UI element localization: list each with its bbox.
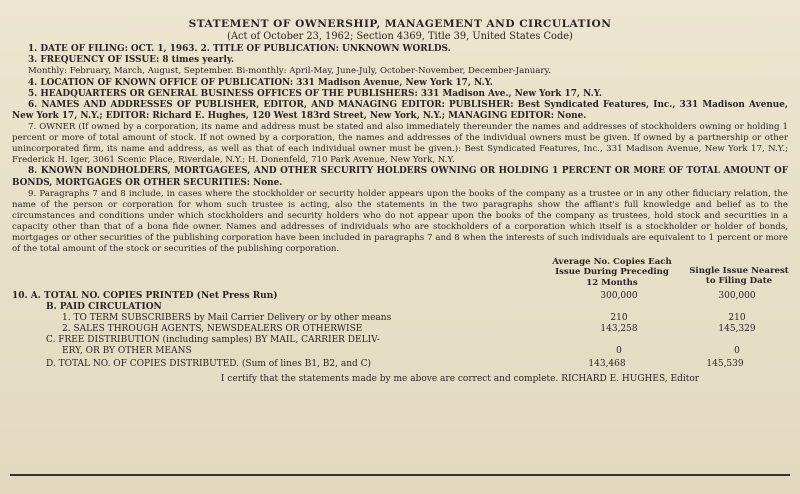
- bottom-rule: [10, 474, 790, 476]
- row-value-single: 300,000: [718, 290, 756, 301]
- row-value-avg: 143,258: [600, 323, 638, 334]
- row-label: ERY, OR BY OTHER MEANS: [62, 345, 192, 356]
- row-label: 1. TO TERM SUBSCRIBERS by Mail Carrier Delivery or by other means: [62, 312, 392, 323]
- table-row: [62, 313, 391, 324]
- row-label: B. PAID CIRCULATION: [46, 301, 162, 312]
- document-title: STATEMENT OF OWNERSHIP, MANAGEMENT AND CIRCULATION: [188, 18, 612, 30]
- table-row: [62, 346, 192, 357]
- row-value-single: 145,539: [706, 358, 744, 369]
- table-row: [46, 302, 162, 313]
- item-3: 3. FREQUENCY OF ISSUE: 8 times yearly.: [28, 55, 235, 66]
- item-8: 8. KNOWN BONDHOLDERS, MORTGAGEES, AND OTHER SECURITY HOLDERS OWNING OR HOLDING 1 PERCENT OR MORE OF TOTAL AMOUNT OF BONDS, MORTGAGES OR OTHER SECURITIES: None.: [12, 166, 788, 188]
- row-value-single: 145,329: [718, 323, 756, 334]
- row-value-avg: 0: [616, 345, 622, 356]
- row-value-single: 210: [728, 312, 746, 323]
- item-6: 6. NAMES AND ADDRESSES OF PUBLISHER, EDITOR, AND MANAGING EDITOR: PUBLISHER: Best Syndicated Features, Inc., 331 Madison Avenue, New York 17, N.Y.; EDITOR: Richard E. Hughes, 120 West 183rd Street, New York, N.Y.; MANAGING EDITOR: None.: [12, 100, 788, 122]
- row-value-avg: 300,000: [600, 290, 638, 301]
- table-row: [12, 291, 278, 302]
- item-4: 4. LOCATION OF KNOWN OFFICE OF PUBLICATION: 331 Madison Avenue, New York 17, N.Y.: [28, 77, 493, 88]
- row-label: 10. A. TOTAL NO. COPIES PRINTED (Net Press Run): [12, 290, 278, 301]
- row-value-avg: 143,468: [588, 358, 626, 369]
- certification-line: I certify that the statements made by me above are correct and complete. RICHARD E. HUGHES, Editor: [220, 373, 700, 384]
- document-subtitle: (Act of October 23, 1962; Section 4369, Title 39, United States Code): [227, 31, 573, 42]
- row-value-single: 0: [734, 345, 740, 356]
- item-5: 5. HEADQUARTERS OR GENERAL BUSINESS OFFICES OF THE PUBLISHERS: 331 Madison Ave., New York 17, N.Y.: [28, 88, 602, 99]
- item-3-schedule: Monthly: February, March, August, September. Bi-monthly: April-May, June-July, October-November, December-January.: [28, 66, 551, 77]
- circulation-table: [12, 255, 788, 363]
- col-head-single-issue: Single Issue Nearest to Filing Date: [689, 265, 789, 287]
- row-label: C. FREE DISTRIBUTION (including samples) BY MAIL, CARRIER DELIV-: [46, 334, 380, 345]
- table-row: [12, 359, 788, 370]
- item-7: 7. OWNER (If owned by a corporation, its name and address must be stated and also immediately thereunder the names and addresses of stockholders owning or holding 1 percent or more of total amount of stock. If not owned by a corporation, the names and addresses of the individual owners must be given. If owned by a partnership or other unincorporated firm, its name and address, as well as that of each individual owner must be given.): Best Syndicated Features, Inc., 331 Madison Avenue, New York 17, N.Y.; Frederick H. Iger, 3061 Scenic Place, Riverdale, N.Y.; H. Donenfeld, 710 Park Avenue, New York, N.Y.: [12, 122, 788, 166]
- row-label: D. TOTAL NO. OF COPIES DISTRIBUTED. (Sum of lines B1, B2, and C): [46, 358, 372, 369]
- item-9: 9. Paragraphs 7 and 8 include, in cases where the stockholder or security holder appears upon the books of the company as a trustee or in any other fiduciary relation, the name of the person or corporation for whom such trustee is acting, also the statements in the two paragraphs show the affiant's full knowledge and belief as to the circumstances and conditions under which stockholders and security holders who do not appear upon the books of the company as trustees, hold stock and securities in a capacity other than that of a bona fide owner. Names and addresses of individuals who are stockholders of a corporation which itself is a stockholder or holder of bonds, mortgages or other securities of the publishing corporation have been included in paragraphs 7 and 8 when the interests of such individuals are equivalent to 1 percent or more of the total amount of the stock or securities of the publishing corporation.: [12, 188, 788, 254]
- col-head-average: Average No. Copies Each Issue During Preceding 12 Months: [552, 256, 672, 288]
- table-row: [62, 324, 362, 335]
- table-row: [46, 335, 380, 346]
- row-label: 2. SALES THROUGH AGENTS, NEWSDEALERS OR OTHERWISE: [62, 323, 363, 334]
- item-1-2: 1. DATE OF FILING: OCT. 1, 1963. 2. TITLE OF PUBLICATION: UNKNOWN WORLDS.: [28, 44, 451, 54]
- row-value-avg: 210: [610, 312, 628, 323]
